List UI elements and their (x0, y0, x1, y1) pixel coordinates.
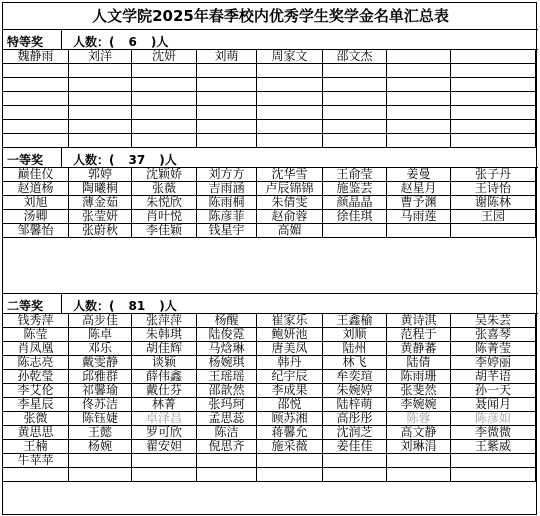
name-cell: 施采薇 (257, 440, 323, 454)
name-cell: 张玛珂 (197, 398, 257, 412)
name-cell: 赵星月 (387, 182, 451, 196)
empty-cell (3, 280, 69, 294)
name-cell: 陈雨桐 (197, 196, 257, 210)
name-cell: 纪宇辰 (257, 370, 323, 384)
name-cell: 张喜琴 (451, 328, 536, 342)
empty-cell (132, 468, 197, 482)
name-cell: 邵歆然 (197, 384, 257, 398)
name-cell: 陆州 (323, 342, 387, 356)
empty-cell (387, 266, 451, 280)
empty-cell (132, 106, 197, 120)
empty-cell (323, 64, 387, 78)
name-cell: 曹予渊 (387, 196, 451, 210)
name-cell: 李婉婉 (387, 398, 451, 412)
name-cell: 王懿 (69, 426, 132, 440)
empty-cell (257, 120, 323, 134)
name-cell: 薄金茹 (69, 196, 132, 210)
name-cell (69, 454, 132, 468)
empty-cell (451, 252, 536, 266)
name-cell: 佟苏洁 (69, 398, 132, 412)
empty-cell (69, 78, 132, 92)
empty-cell (69, 252, 132, 266)
empty-cell (132, 252, 197, 266)
name-cell: 巅佳仪 (3, 168, 69, 182)
section-header-row (3, 30, 538, 50)
name-cell: 张斐然 (387, 384, 451, 398)
name-cell: 郭婷 (69, 168, 132, 182)
empty-cell (387, 106, 451, 120)
empty-cell (69, 92, 132, 106)
name-cell: 赵道杨 (3, 182, 69, 196)
name-cell: 陈蓉 (387, 412, 451, 426)
section-label: 二等奖 (7, 299, 44, 313)
name-cell: 张微 (3, 412, 69, 426)
name-cell (323, 454, 387, 468)
section-header-row (3, 294, 538, 314)
empty-cell (323, 468, 387, 482)
empty-cell (3, 64, 69, 78)
empty-cell (132, 280, 197, 294)
name-cell: 胡芊语 (451, 370, 536, 384)
empty-cell (323, 134, 387, 148)
name-cell: 刘旭 (3, 196, 69, 210)
name-cell: 唐美凤 (257, 342, 323, 356)
name-cell: 沈润芝 (323, 426, 387, 440)
empty-cell (387, 78, 451, 92)
count-suffix: )人 (159, 153, 177, 167)
empty-cell (197, 106, 257, 120)
empty-cell (3, 266, 69, 280)
count-suffix: )人 (150, 35, 169, 49)
divider (61, 30, 62, 50)
empty-cell (451, 64, 536, 78)
name-cell: 刘顺 (323, 328, 387, 342)
name-cell: 张莹妍 (69, 210, 132, 224)
name-cell: 陈菁莹 (451, 342, 536, 356)
empty-cell (387, 238, 451, 252)
name-cell: 施鉴芸 (323, 182, 387, 196)
empty-cell (3, 106, 69, 120)
empty-cell (257, 92, 323, 106)
name-cell: 卢辰锦锦 (257, 182, 323, 196)
name-cell: 李婷丽 (451, 356, 536, 370)
name-cell: 肖叶悦 (132, 210, 197, 224)
empty-cell (132, 266, 197, 280)
name-cell: 周家文 (257, 50, 323, 64)
empty-cell (132, 134, 197, 148)
name-cell: 祁馨瑜 (69, 384, 132, 398)
name-cell: 钱秀萍 (3, 314, 69, 328)
empty-cell (197, 78, 257, 92)
name-cell: 杨婉琪 (197, 356, 257, 370)
name-cell: 邹馨怡 (3, 224, 69, 238)
empty-cell (451, 106, 536, 120)
name-cell: 高媚 (257, 224, 323, 238)
name-cell: 李艾伦 (3, 384, 69, 398)
name-cell (387, 454, 451, 468)
name-cell: 陆倩 (387, 356, 451, 370)
empty-cell (132, 238, 197, 252)
name-cell: 肖凤凰 (3, 342, 69, 356)
empty-cell (197, 92, 257, 106)
name-cell: 谈颖 (132, 356, 197, 370)
empty-cell (132, 120, 197, 134)
name-cell: 陈洁 (197, 426, 257, 440)
count-value: 6 (128, 35, 137, 49)
name-cell: 陆梓萌 (323, 398, 387, 412)
name-cell: 吉雨涵 (197, 182, 257, 196)
name-cell (387, 50, 451, 64)
name-cell: 朱倩雯 (257, 196, 323, 210)
name-cell: 林菁 (132, 398, 197, 412)
empty-cell (451, 238, 536, 252)
name-cell: 朱韩琪 (132, 328, 197, 342)
empty-cell (69, 64, 132, 78)
empty-cell (3, 134, 69, 148)
name-cell: 张萍萍 (132, 314, 197, 328)
empty-cell (387, 134, 451, 148)
empty-cell (387, 92, 451, 106)
name-cell: 姜曼 (387, 168, 451, 182)
name-cell: 马雨莲 (387, 210, 451, 224)
empty-cell (197, 468, 257, 482)
divider (61, 294, 62, 314)
name-cell: 戴仕芬 (132, 384, 197, 398)
empty-cell (197, 64, 257, 78)
name-cell: 邵悦 (257, 398, 323, 412)
empty-cell (3, 468, 69, 482)
empty-cell (451, 120, 536, 134)
empty-cell (3, 92, 69, 106)
name-cell: 高文静 (387, 426, 451, 440)
name-cell: 顾苏湘 (257, 412, 323, 426)
name-cell: 王楠 (3, 440, 69, 454)
empty-cell (132, 64, 197, 78)
empty-cell (257, 266, 323, 280)
name-cell: 刘萌 (197, 50, 257, 64)
empty-cell (323, 252, 387, 266)
empty-cell (323, 78, 387, 92)
name-cell: 陈彦如 (451, 412, 536, 426)
empty-cell (132, 92, 197, 106)
empty-cell (323, 120, 387, 134)
name-cell: 邱雅群 (69, 370, 132, 384)
name-cell: 王诗怡 (451, 182, 536, 196)
count-prefix: 人数：( (73, 153, 115, 167)
name-cell: 王俞莹 (323, 168, 387, 182)
name-cell: 薛伟鑫 (132, 370, 197, 384)
empty-cell (3, 238, 69, 252)
name-cell: 王园 (451, 210, 536, 224)
empty-cell (323, 106, 387, 120)
name-cell: 蒋馨允 (257, 426, 323, 440)
empty-cell (451, 280, 536, 294)
empty-cell (387, 252, 451, 266)
name-cell: 邵文杰 (323, 50, 387, 64)
name-cell: 聂闻月 (451, 398, 536, 412)
empty-cell (197, 120, 257, 134)
name-cell: 戴雯静 (69, 356, 132, 370)
count-suffix: )人 (159, 299, 177, 313)
empty-cell (257, 468, 323, 482)
section-label: 特等奖 (7, 35, 44, 49)
name-cell: 杨婉 (69, 440, 132, 454)
name-cell: 张薇 (132, 182, 197, 196)
count-prefix: 人数：( (73, 35, 115, 49)
name-cell: 李佳颖 (132, 224, 197, 238)
empty-cell (323, 266, 387, 280)
name-cell: 沈华雪 (257, 168, 323, 182)
name-cell: 钱星宇 (197, 224, 257, 238)
empty-cell (197, 266, 257, 280)
name-cell: 赵俞蓉 (257, 210, 323, 224)
empty-cell (257, 134, 323, 148)
empty-cell (387, 64, 451, 78)
name-cell: 刘琳涓 (387, 440, 451, 454)
name-cell: 杨醒 (197, 314, 257, 328)
name-cell: 刘洋 (69, 50, 132, 64)
empty-cell (451, 266, 536, 280)
empty-cell (69, 468, 132, 482)
empty-cell (69, 106, 132, 120)
name-cell: 黄诗淇 (387, 314, 451, 328)
name-cell: 韩丹 (257, 356, 323, 370)
name-cell (197, 454, 257, 468)
name-cell: 孙一天 (451, 384, 536, 398)
name-cell: 王紫威 (451, 440, 536, 454)
empty-cell (197, 134, 257, 148)
name-cell (451, 454, 536, 468)
name-cell: 朱婉婷 (323, 384, 387, 398)
name-cell: 张蔚秋 (69, 224, 132, 238)
empty-cell (69, 280, 132, 294)
name-cell (132, 454, 197, 468)
empty-cell (3, 78, 69, 92)
name-cell: 孟思蕊 (197, 412, 257, 426)
name-cell (387, 224, 451, 238)
name-cell: 陈卓 (69, 328, 132, 342)
empty-cell (257, 280, 323, 294)
name-cell: 张子丹 (451, 168, 536, 182)
name-cell: 陈雨珊 (387, 370, 451, 384)
empty-cell (3, 252, 69, 266)
name-cell: 陈莹 (3, 328, 69, 342)
name-cell: 吴朱芸 (451, 314, 536, 328)
name-cell: 陈钰婕 (69, 412, 132, 426)
empty-cell (451, 92, 536, 106)
name-cell: 马焓琳 (197, 342, 257, 356)
name-cell: 陆俊霓 (197, 328, 257, 342)
empty-cell (69, 266, 132, 280)
empty-cell (257, 64, 323, 78)
empty-cell (197, 252, 257, 266)
name-cell: 孙乾瑩 (3, 370, 69, 384)
name-cell: 李成果 (257, 384, 323, 398)
name-cell: 罗可欣 (132, 426, 197, 440)
name-cell (451, 224, 536, 238)
name-cell: 卓泽昌 (132, 412, 197, 426)
empty-cell (197, 238, 257, 252)
name-cell: 黄思思 (3, 426, 69, 440)
empty-cell (323, 238, 387, 252)
name-cell: 沈颖娇 (132, 168, 197, 182)
empty-cell (132, 78, 197, 92)
name-cell: 李微微 (451, 426, 536, 440)
empty-cell (451, 78, 536, 92)
empty-cell (257, 238, 323, 252)
empty-cell (323, 92, 387, 106)
name-cell: 林飞 (323, 356, 387, 370)
empty-cell (257, 106, 323, 120)
name-cell: 范程于 (387, 328, 451, 342)
name-cell: 徐佳琪 (323, 210, 387, 224)
name-cell: 李星辰 (3, 398, 69, 412)
name-cell: 汤卿 (3, 210, 69, 224)
empty-cell (257, 78, 323, 92)
name-cell: 姜佳佳 (323, 440, 387, 454)
empty-cell (197, 280, 257, 294)
empty-cell (387, 120, 451, 134)
name-cell: 崔家乐 (257, 314, 323, 328)
section-header-row (3, 148, 538, 168)
name-cell: 陈彦菲 (197, 210, 257, 224)
name-cell: 沈妍 (132, 50, 197, 64)
empty-cell (69, 134, 132, 148)
name-cell: 刘方方 (197, 168, 257, 182)
name-cell: 颜晶晶 (323, 196, 387, 210)
empty-cell (3, 120, 69, 134)
name-cell: 王鑫榆 (323, 314, 387, 328)
empty-cell (387, 280, 451, 294)
name-cell: 陶曦桐 (69, 182, 132, 196)
empty-cell (387, 468, 451, 482)
count-value: 81 (128, 299, 146, 313)
name-cell: 倪思齐 (197, 440, 257, 454)
name-cell: 王瑶瑶 (197, 370, 257, 384)
name-cell: 高步佳 (69, 314, 132, 328)
name-cell: 陈志亮 (3, 356, 69, 370)
name-cell: 邓乐 (69, 342, 132, 356)
name-cell: 翟安妲 (132, 440, 197, 454)
award-list-sheet (2, 2, 537, 515)
name-cell: 魏静雨 (3, 50, 69, 64)
empty-cell (451, 134, 536, 148)
name-cell: 谢陈林 (451, 196, 536, 210)
sheet-title: 人文学院2025年春季校内优秀学生奖学金名单汇总表 (3, 3, 538, 30)
divider (61, 148, 62, 168)
name-cell (451, 50, 536, 64)
name-cell: 牟奕瑄 (323, 370, 387, 384)
name-cell: 高彤彤 (323, 412, 387, 426)
count-value: 37 (128, 153, 146, 167)
empty-cell (451, 468, 536, 482)
name-cell: 鲍妍池 (257, 328, 323, 342)
name-cell: 牛苹苹 (3, 454, 69, 468)
name-cell (257, 454, 323, 468)
name-cell: 朱悦欣 (132, 196, 197, 210)
section-label: 一等奖 (7, 153, 44, 167)
name-cell: 胡佳辉 (132, 342, 197, 356)
count-prefix: 人数：( (73, 299, 115, 313)
name-cell: 黄静蕃 (387, 342, 451, 356)
empty-cell (69, 120, 132, 134)
empty-cell (257, 252, 323, 266)
empty-cell (69, 238, 132, 252)
empty-cell (323, 280, 387, 294)
name-cell (323, 224, 387, 238)
